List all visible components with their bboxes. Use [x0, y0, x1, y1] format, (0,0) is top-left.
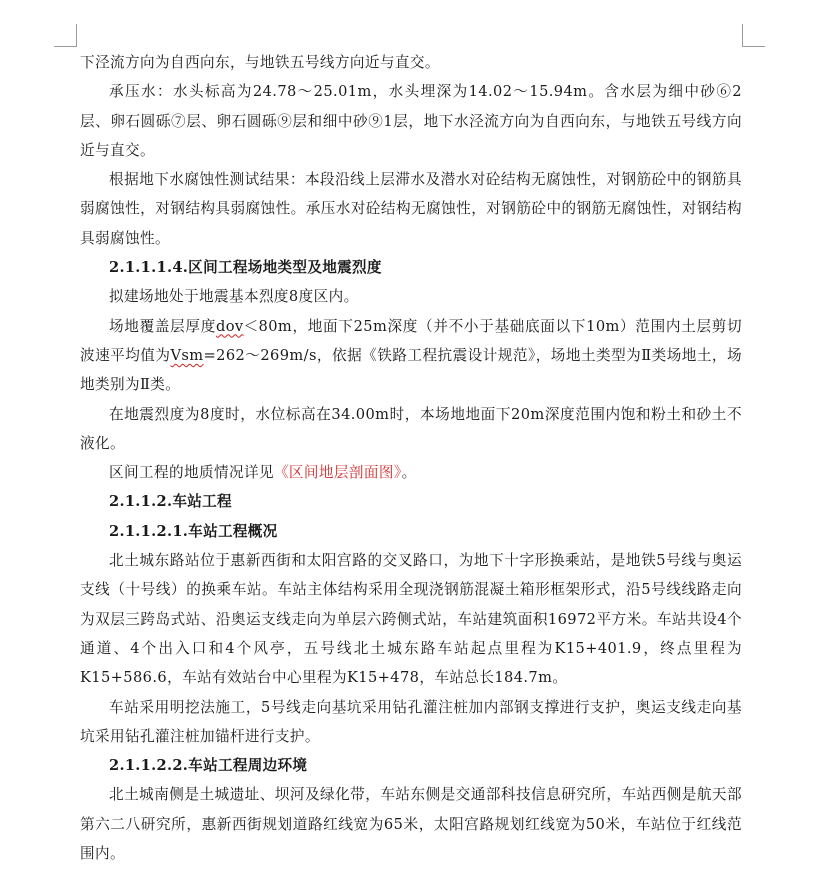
heading-site-type-seismic: 2.1.1.1.4.区间工程场地类型及地震烈度: [109, 259, 382, 277]
overburden-text-a: 场地覆盖层厚度: [109, 317, 216, 335]
paragraph-groundwater-flow: 下泾流方向为自西向东，与地铁五号线方向近与直交。: [80, 54, 440, 71]
heading-station-surroundings: 2.1.1.2.2.车站工程周边环境: [109, 757, 308, 775]
spellcheck-dov: dov: [215, 317, 244, 335]
geology-ref-text-b: 。: [401, 464, 417, 482]
overburden-text-c: =262～269m/s，依据《铁路工程抗震设计规范》，场地土类型为Ⅱ类场地土，场地类别为Ⅱ类。: [80, 346, 742, 394]
crop-mark-top-left: [54, 24, 77, 47]
section-profile-link[interactable]: 《区间地层剖面图》: [273, 464, 402, 482]
paragraph-station-overview: 北土城东路站位于惠新西街和太阳宫路的交叉路口，为地下十字形换乘站，是地铁5号线与奥运支线（十号线）的换乘车站。车站主体结构采用全现浇钢筋混凝土箱形框架形式，沿5号线线路走向为双层三跨岛式站、沿奥运支线走向为单层六跨侧式站，车站建筑面积16972平方米。车站共设4个通道、4个出入口和4个风亭，五号线北土城东路车站起点里程为K15+401.9，终点里程为K15+586.6，车站有效站台中心里程为K15+478，车站总长184.7m。: [80, 552, 742, 687]
paragraph-overburden: [80, 312, 742, 400]
paragraph-liquefaction: 在地震烈度为8度时，水位标高在34.00m时，本场地地面下20m深度范围内饱和粉土和砂土不液化。: [80, 405, 742, 452]
paragraph-confined-water: 承压水：水头标高为24.78～25.01m，水头埋深为14.02～15.94m。含水层为细中砂⑥2层、卵石圆砾⑦层、卵石圆砾⑨层和细中砂⑨1层，地下水泾流方向为自西向东，与地铁五号线方向近与直交。: [80, 83, 742, 159]
paragraph-corrosion-results: 根据地下水腐蚀性测试结果：本段沿线上层滞水及潜水对砼结构无腐蚀性，对钢筋砼中的钢筋具弱腐蚀性，对钢结构具弱腐蚀性。承压水对砼结构无腐蚀性，对钢筋砼中的钢筋无腐蚀性，对钢结构具弱腐蚀性。: [80, 171, 742, 247]
document-body[interactable]: [80, 48, 742, 868]
overburden-text-b: ＜80m，地面下25m深度（并不小于基础底面以下10m）范围内土层剪切波速平均值为: [80, 317, 742, 364]
geology-ref-text-a: 区间工程的地质情况详见: [109, 464, 274, 482]
crop-mark-top-right: [742, 24, 765, 47]
heading-station-overview: 2.1.1.2.1.车站工程概况: [109, 522, 278, 540]
paragraph-construction-method: 车站采用明挖法施工，5号线走向基坑采用钻孔灌注桩加内部钢支撑进行支护，奥运支线走向基坑采用钻孔灌注桩加锚杆进行支护。: [80, 698, 742, 745]
paragraph-station-surroundings: 北土城南侧是土城遗址、坝河及绿化带，车站东侧是交通部科技信息研究所，车站西侧是航天部第六二八研究所，惠新西街规划道路红线宽为65米，太阳宫路规划红线宽为50米，车站位于红线范围内。: [80, 786, 742, 863]
paragraph-geology-reference: [80, 458, 742, 487]
heading-station-works: 2.1.1.2.车站工程: [109, 493, 232, 511]
paragraph-seismic-intensity: 拟建场地处于地震基本烈度8度区内。: [109, 288, 359, 306]
spellcheck-vsm: Vsm: [170, 346, 204, 364]
